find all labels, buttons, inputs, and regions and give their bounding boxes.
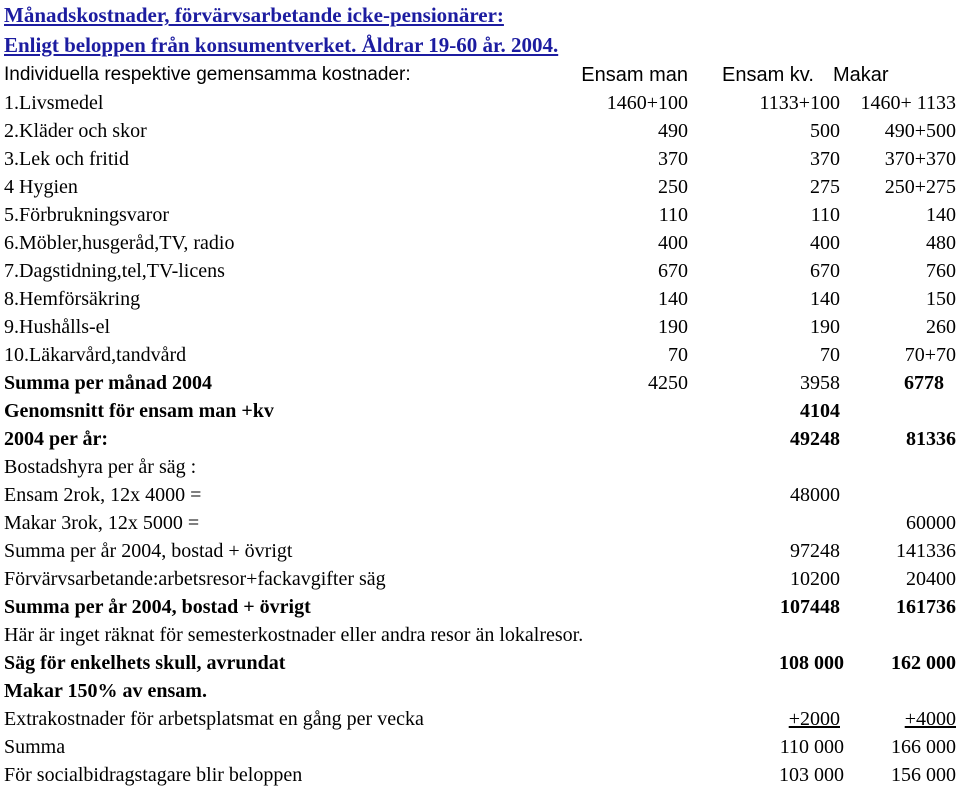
item-makar: 250+275 <box>884 176 956 198</box>
header-col-ensam-man: Ensam man <box>581 64 688 86</box>
summa-manad-ensam-kv: 3958 <box>800 372 840 394</box>
item-makar: 150 <box>926 288 956 310</box>
page-title: Månadskostnader, förvärvsarbetande icke-pensionärer: <box>4 3 504 27</box>
item-label: 8.Hemförsäkring <box>4 288 141 310</box>
genomsnitt-label: Genomsnitt för ensam man +kv <box>4 400 274 422</box>
avrundat-makar: 162 000 <box>891 652 956 674</box>
avrundat-label: Säg för enkelhets skull, avrundat <box>4 652 286 674</box>
item-label: 2.Kläder och skor <box>4 120 147 142</box>
summa-makar: 166 000 <box>891 736 956 758</box>
item-makar: 480 <box>926 232 956 254</box>
item-ensam-man: 400 <box>658 232 688 254</box>
item-makar: 260 <box>926 316 956 338</box>
item-ensam-man: 370 <box>658 148 688 170</box>
item-ensam-man: 70 <box>668 344 688 366</box>
summa-manad-ensam-man: 4250 <box>648 372 688 394</box>
item-ensam-kv: 370 <box>810 148 840 170</box>
item-label: 9.Hushålls-el <box>4 316 111 338</box>
makar-rok-label: Makar 3rok, 12x 5000 = <box>4 512 200 534</box>
item-label: 10.Läkarvård,tandvård <box>4 344 187 366</box>
forvarv-label: Förvärvsarbetande:arbetsresor+fackavgifter säg <box>4 568 386 590</box>
item-makar: 140 <box>926 204 956 226</box>
forvarv-ensam: 10200 <box>790 568 840 590</box>
item-ensam-kv: 400 <box>810 232 840 254</box>
item-makar: 370+370 <box>884 148 956 170</box>
makar-rok-value: 60000 <box>906 512 956 534</box>
ensam-rok-value: 48000 <box>790 484 840 506</box>
note-semester: Här är inget räknat för semesterkostnader eller andra resor än lokalresor. <box>4 624 584 646</box>
summa-manad-makar: 6778 <box>904 372 944 394</box>
extra-label: Extrakostnader för arbetsplatsmat en gång per vecka <box>4 708 424 730</box>
item-ensam-man: 110 <box>658 204 688 226</box>
page-subtitle: Enligt beloppen från konsumentverket. Åldrar 19-60 år. 2004. <box>4 33 559 57</box>
header-label: Individuella respektive gemensamma kostnader: <box>4 64 411 85</box>
per-ar-ensam: 49248 <box>790 428 840 450</box>
summa-total-makar: 161736 <box>896 596 956 618</box>
item-label: 1.Livsmedel <box>4 92 104 114</box>
item-label: 3.Lek och fritid <box>4 148 129 170</box>
summa-bostad-makar: 141336 <box>896 540 956 562</box>
per-ar-label: 2004 per år: <box>4 428 109 450</box>
forvarv-makar: 20400 <box>906 568 956 590</box>
summa-total-ensam: 107448 <box>780 596 840 618</box>
item-ensam-kv: 70 <box>820 344 840 366</box>
header-col-makar: Makar <box>833 64 889 86</box>
item-ensam-man: 190 <box>658 316 688 338</box>
item-ensam-man: 490 <box>658 120 688 142</box>
item-ensam-kv: 140 <box>810 288 840 310</box>
item-ensam-kv: 190 <box>810 316 840 338</box>
item-makar: 760 <box>926 260 956 282</box>
item-ensam-kv: 670 <box>810 260 840 282</box>
item-ensam-kv: 500 <box>810 120 840 142</box>
item-label: 7.Dagstidning,tel,TV-licens <box>4 260 225 282</box>
extra-ensam: +2000 <box>788 708 840 730</box>
extra-makar: +4000 <box>904 708 956 730</box>
bostad-heading: Bostadshyra per år säg : <box>4 456 197 478</box>
item-ensam-man: 250 <box>658 176 688 198</box>
socialbidrag-label: För socialbidragstagare blir beloppen <box>4 764 303 786</box>
summa-ensam: 110 000 <box>779 736 844 758</box>
item-label: 5.Förbrukningsvaror <box>4 204 169 226</box>
ensam-rok-label: Ensam 2rok, 12x 4000 = <box>4 484 202 506</box>
summa-bostad-ensam: 97248 <box>790 540 840 562</box>
avrundat-ensam: 108 000 <box>779 652 844 674</box>
summa-label: Summa <box>4 736 66 758</box>
item-makar: 490+500 <box>884 120 956 142</box>
item-ensam-man: 1460+100 <box>606 92 688 114</box>
header-col-ensam-kv: Ensam kv. <box>722 64 814 86</box>
item-ensam-kv: 275 <box>810 176 840 198</box>
item-label: 6.Möbler,husgeråd,TV, radio <box>4 232 235 254</box>
summa-bostad-label: Summa per år 2004, bostad + övrigt <box>4 540 293 562</box>
item-makar: 70+70 <box>904 344 956 366</box>
makar-note: Makar 150% av ensam. <box>4 680 207 702</box>
socialbidrag-ensam: 103 000 <box>779 764 844 786</box>
per-ar-makar: 81336 <box>906 428 956 450</box>
item-ensam-man: 140 <box>658 288 688 310</box>
item-ensam-man: 670 <box>658 260 688 282</box>
summa-total-label: Summa per år 2004, bostad + övrigt <box>4 596 311 618</box>
item-ensam-kv: 1133+100 <box>759 92 840 114</box>
summa-manad-label: Summa per månad 2004 <box>4 372 212 394</box>
item-ensam-kv: 110 <box>810 204 840 226</box>
item-label: 4 Hygien <box>4 176 78 198</box>
socialbidrag-makar: 156 000 <box>891 764 956 786</box>
genomsnitt-value: 4104 <box>800 400 840 422</box>
item-makar: 1460+ 1133 <box>860 92 956 114</box>
